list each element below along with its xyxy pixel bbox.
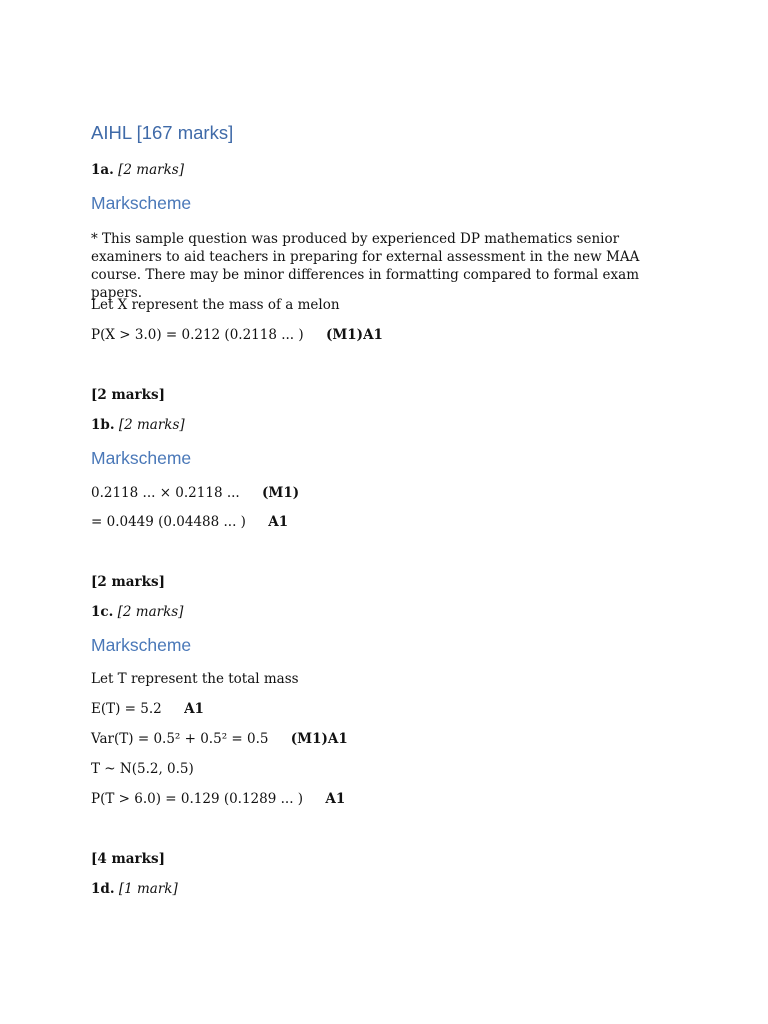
markscheme-line bbox=[91, 730, 348, 748]
mark-award: (M1)A1 bbox=[290, 731, 348, 747]
part-label: 1b. bbox=[91, 417, 115, 433]
working-text: P(T > 6.0) = 0.129 (0.1289 ... ) bbox=[91, 791, 304, 807]
part-total-marks: [2 marks] bbox=[91, 574, 165, 590]
mark-award: A1 bbox=[268, 514, 289, 530]
markscheme-line bbox=[91, 513, 288, 531]
mark-award: (M1)A1 bbox=[325, 327, 383, 343]
part-marks: [1 mark] bbox=[118, 881, 178, 897]
part-label: 1c. bbox=[91, 604, 114, 620]
working-text: T ~ N(5.2, 0.5) bbox=[91, 761, 194, 777]
sample-note: * This sample question was produced by experienced DP mathematics senior examiners to aid teachers in preparing for external assessment in the new MAA course. There may be minor differences in formatting compared to formal exam papers. bbox=[91, 231, 640, 301]
part-marks: [2 marks] bbox=[118, 417, 185, 433]
part-1b-header bbox=[91, 416, 185, 434]
markscheme-line bbox=[91, 790, 345, 808]
markscheme-line bbox=[91, 484, 299, 502]
part-1a-header bbox=[91, 161, 184, 179]
working-text: = 0.0449 (0.04488 ... ) bbox=[91, 514, 246, 530]
mark-award: A1 bbox=[325, 791, 346, 807]
markscheme-heading: Markscheme bbox=[91, 448, 192, 468]
part-marks: [2 marks] bbox=[117, 604, 184, 620]
document-title: AIHL [167 marks] bbox=[91, 122, 234, 143]
working-text: Var(T) = 0.5² + 0.5² = 0.5 bbox=[91, 731, 269, 747]
working-text: Let T represent the total mass bbox=[91, 671, 299, 687]
markscheme-line bbox=[91, 670, 299, 688]
markscheme-heading: Markscheme bbox=[91, 635, 192, 655]
mark-award: A1 bbox=[184, 701, 204, 717]
part-label: 1a. bbox=[91, 162, 114, 178]
part-1c-header bbox=[91, 603, 183, 621]
part-total-marks: [4 marks] bbox=[91, 851, 165, 867]
markscheme-line bbox=[91, 296, 340, 314]
working-text: P(X > 3.0) = 0.212 (0.2118 ... ) bbox=[91, 327, 304, 343]
working-text: E(T) = 5.2 bbox=[91, 701, 162, 717]
markscheme-heading: Markscheme bbox=[91, 193, 192, 213]
part-1d-header bbox=[91, 880, 178, 898]
part-marks: [2 marks] bbox=[118, 162, 184, 178]
working-text: 0.2118 ... × 0.2118 ... bbox=[91, 485, 240, 501]
markscheme-line bbox=[91, 700, 204, 718]
part-total-marks: [2 marks] bbox=[91, 387, 165, 403]
markscheme-line bbox=[91, 326, 383, 344]
working-text: Let X represent the mass of a melon bbox=[91, 297, 340, 313]
mark-award: (M1) bbox=[262, 485, 300, 501]
markscheme-line bbox=[91, 760, 194, 778]
part-label: 1d. bbox=[91, 881, 115, 897]
